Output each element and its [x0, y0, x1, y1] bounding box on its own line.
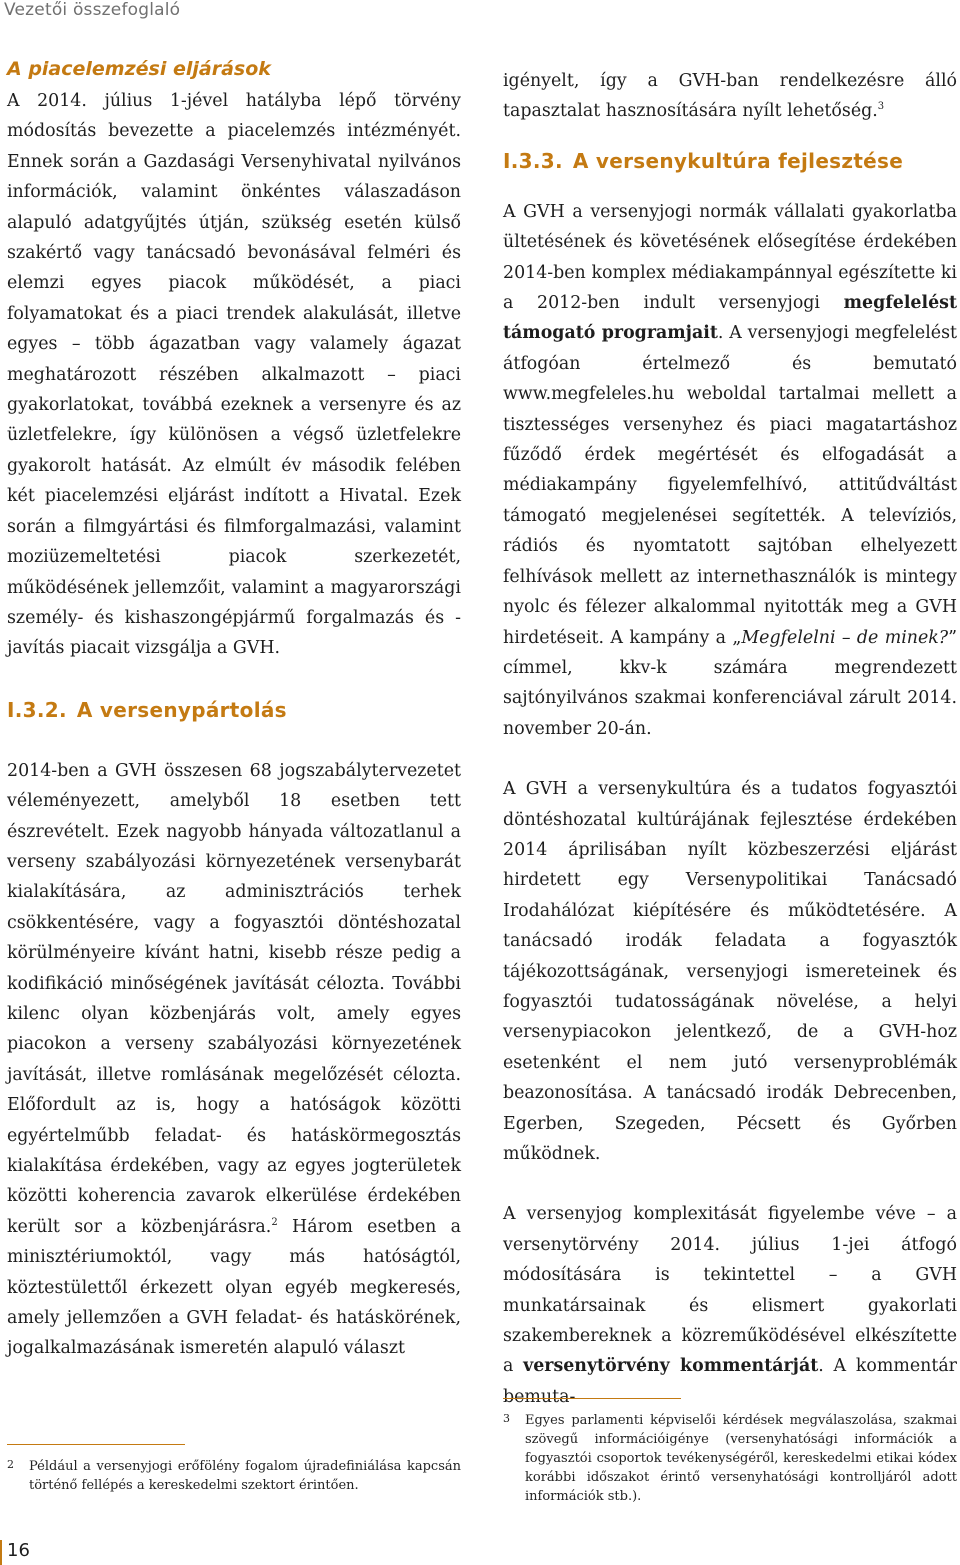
heading-versenypartolas: [7, 694, 461, 726]
paragraph-piacelemzes: A 2014. július 1-jével hatályba lépő törvény módosítás bevezette a piacelemzés intézményét. Ennek során a Gazdasági Versenyhivatal nyilvános információk, valamint önkéntes válaszadáson alapuló adatgyűjtés útján, szükség esetén külső szakértő vagy tanácsadó bevonásával felméri és elemzi egyes piacok működését, a piaci folyamatokat és a piaci trendek alakulását, illetve egyes – több ágazatban vagy valamely ágazat meghatározott részében alkalmazott – piaci gyakorlatokat, továbbá ezeknek a versenyre és az üzletfelekre, így különösen a végső üzletfelekre gyakorolt hatását. Az elmúlt év második felében két piacelemzési eljárást indított a Hivatal. Ezek során a filmgyártási és filmforgalmazási, valamint moziüzemeltetési piacok szerkezetét, működésének jellemzőit, valamint a magyarországi személy- és kishaszongépjármű forgalmazás és -javítás piacait vizsgálja a GVH.: [7, 91, 461, 659]
right-column: [503, 66, 957, 1412]
footnote-divider: [503, 1398, 681, 1399]
page-number: 16: [7, 1540, 30, 1561]
paragraph-text: A versenyjog komplexitását figyelembe véve – a versenytörvény 2014. július 1-jei átfogó módosítására is tekintettel – a GVH munkatársainak és elismert gyakorlati szakembereknek a közreműködésével elkészítette a: [503, 1204, 957, 1377]
left-column: [7, 52, 461, 1364]
paragraph-versenypartolas: [7, 756, 461, 1364]
footnote-3: [503, 1398, 957, 1506]
footnote-divider: [7, 1444, 185, 1445]
footnote-mark: 2: [7, 1458, 14, 1471]
paragraph-kommentar: [503, 1199, 957, 1412]
spacer: [7, 726, 461, 756]
paragraph-text: Három esetben a minisztériumoktól, vagy más hatóságtól, köztestülettől érkezett olyan egyéb megkeresés, amely jellemzően a GVH feladat- és hatáskörének, jogalkalmazásának ismeretén alapuló választ: [7, 1216, 461, 1359]
paragraph-tanacsado-irodak: A GVH a versenykultúra és a tudatos fogyasztói döntéshozatal kultúrájának fejlesztése érdekében 2014 áprilisában nyílt közbeszerzési eljárást hirdetett egy Versenypolitikai Tanácsadó Irodahálózat kiépítésére és működtetésére. A tanácsadó irodák feladata a fogyasztók tájékozottságának, versenyjogi ismereteinek és fogyasztói tudatosságának növelése, a helyi versenypiacokon jelentkező, de a GVH-hoz esetenként el nem jutó versenyproblémák beazonosítása. A tanácsadó irodák Debrecenben, Egerben, Szegeden, Pécsett és Győrben működnek.: [503, 779, 957, 1164]
heading-number: I.3.2.: [7, 697, 67, 722]
paragraph-mediakampany: [503, 197, 957, 744]
paragraph-text: igényelt, így a GVH-ban rendelkezésre álló tapasztalat hasznosítására nyílt lehetőség.: [503, 71, 957, 122]
paragraph-text: . A versenyjogi megfelelést átfogóan értelmező és bemutató www.megfeleles.hu weboldal tartalmai mellett a tisztességes versenyhez és piaci magatartáshoz fűződő érdek megértését és elfogadását a médiakampány figyelemfelhívó, attitűdváltást támogató megjelenései segítették. A televíziós, rádiós és nyomtatott sajtóban elhelyezett felhívások mellett az internethasználók is mintegy nyolc és félezer alkalommal nyitották meg a GVH hirdetéseit. A kampány a „: [503, 323, 957, 648]
heading-text: A versenykultúra fejlesztése: [572, 148, 904, 173]
running-head: Vezetői összefoglaló: [4, 0, 181, 20]
footnote-text: Például a versenyjogi erőfölény fogalom újradefiniálása kapcsán történő fellépés a kereskedelmi szektort érintően.: [29, 1459, 461, 1493]
spacer: [503, 127, 957, 145]
heading-versenykultura: [503, 145, 957, 177]
paragraph-continuation: [503, 66, 957, 127]
emphasis-text: megfelelést támogató programjait: [503, 293, 957, 344]
spacer: [503, 177, 957, 197]
spacer: [503, 1169, 957, 1199]
spacer: [7, 664, 461, 694]
paragraph-text: ” címmel, kkv-k számára megrendezett sajtónyilvános szakmai konferenciával zárult 2014. november 20-án.: [503, 627, 958, 739]
footnote-ref-2[interactable]: 2: [271, 1217, 278, 1229]
section-title-piacelemzes: A piacelemzési eljárások: [7, 58, 271, 80]
paragraph-text: A GVH a versenyjogi normák vállalati gyakorlatba ültetésének és követésének elősegítése érdekében 2014-ben komplex médiakampánnyal egészítette ki a 2012-ben indult versenyjogi: [503, 201, 957, 314]
heading-number: I.3.3.: [503, 148, 563, 173]
paragraph-text: . A kommentár bemuta-: [503, 1356, 957, 1407]
footnote-mark: 3: [503, 1412, 510, 1425]
paragraph-text: 2014-ben a GVH összesen 68 jogszabálytervezetet véleményezett, amelyből 18 esetben tett észrevételt. Ezek nagyobb hányada változatlanul a verseny szabályozási környezetének versenybarát kialakítására, az adminisztrációs terhek csökkentésére, vagy a fogyasztói döntéshozatal körülményeire kívánt hatni, kisebb része pedig a kodifikáció minőségének javítását célozta. További kilenc olyan közbenjárás volt, amely egyes piacokon a verseny szabályozási környezetének javítását, illetve romlásának megelőzését célozta. Előfordult az is, hogy a hatóságok közötti egyértelműbb feladat- és hatáskörmegosztás kialakítása érdekében, vagy az egyes jogterületek közötti koherencia zavarok elkerülése érdekében került sor a közbenjárásra.: [7, 760, 461, 1237]
heading-text: A versenypártolás: [76, 697, 287, 722]
footnote-2: [7, 1444, 461, 1495]
footnote-text: Egyes parlamenti képviselői kérdések megválaszolása, szakmai szövegű információigénye (versenyhatósági információk a fogyasztói csoportok tevékenységéről, kereskedelmi etikai kódex korábbi időszakot érintő versenyhatósági kontrolljáról adott információk stb.).: [525, 1413, 957, 1504]
emphasis-text: versenytörvény kommentárját: [523, 1356, 819, 1377]
footnote-ref-3[interactable]: 3: [877, 101, 885, 113]
page-number-bar: [0, 1540, 2, 1565]
spacer: [503, 744, 957, 774]
campaign-title: Megfelelni – de minek?: [741, 627, 949, 648]
